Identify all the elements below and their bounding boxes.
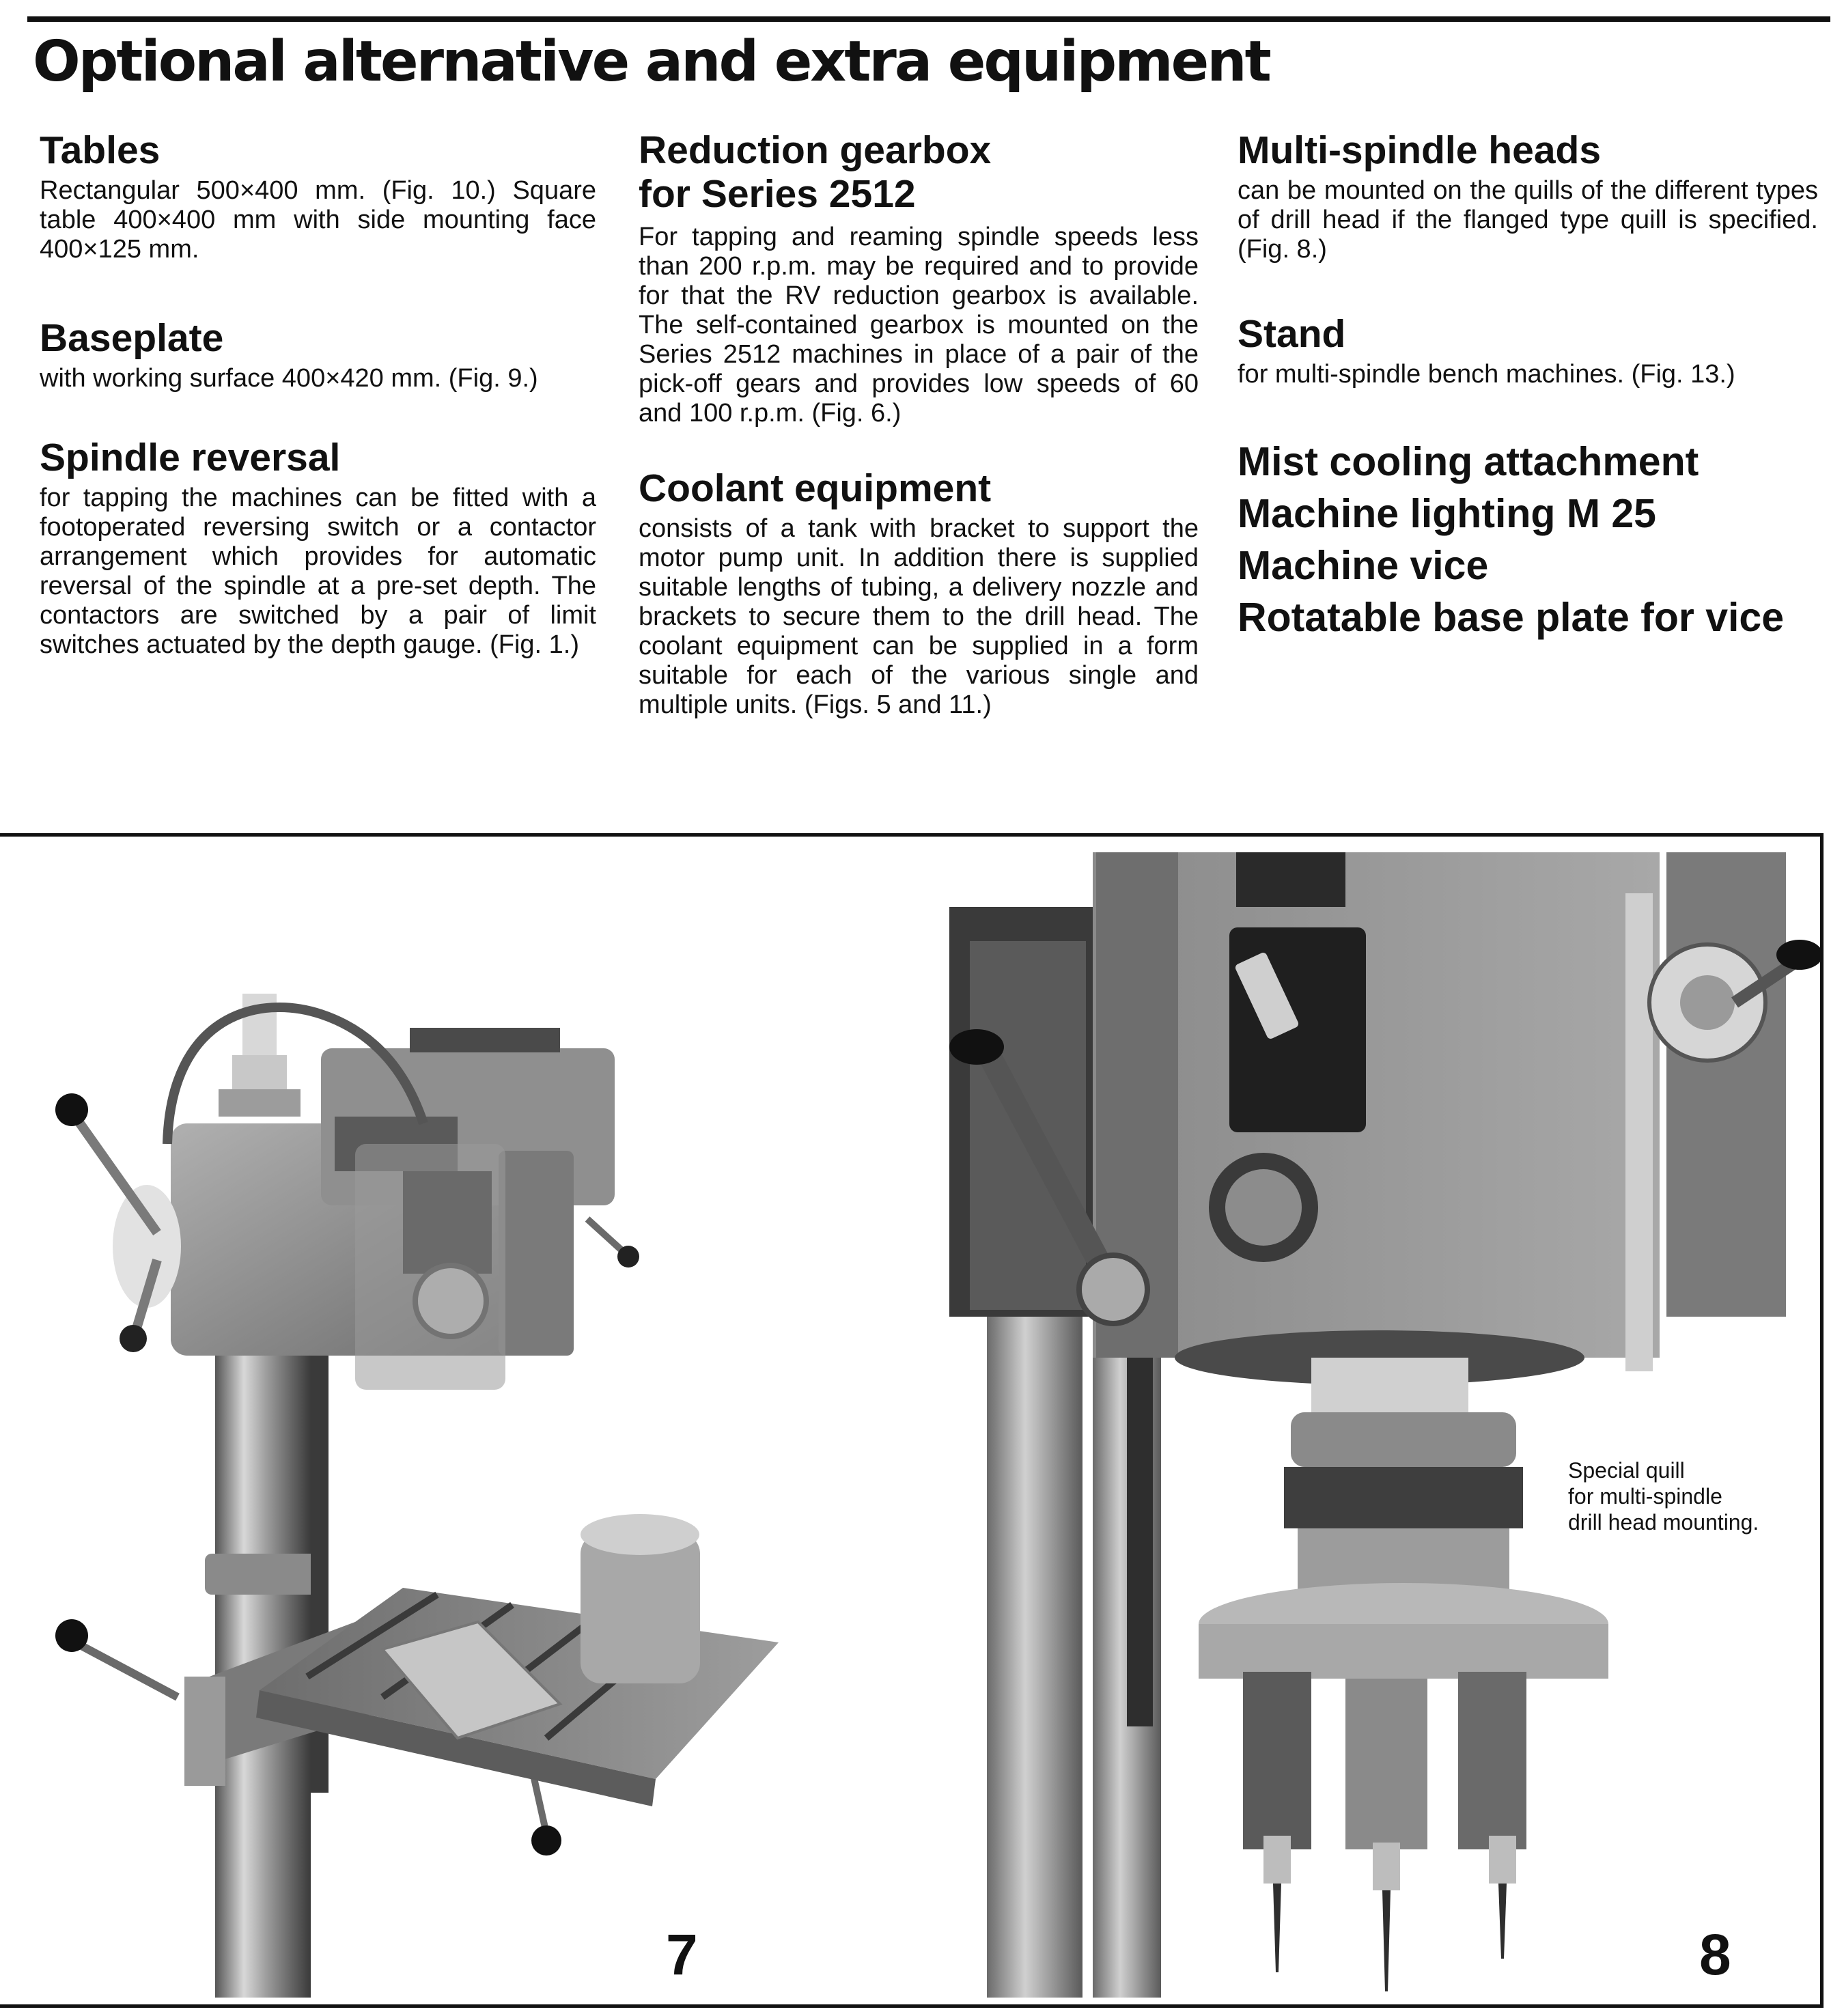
caption-line: Special quill (1568, 1458, 1685, 1483)
section-heading: Baseplate (40, 316, 224, 360)
frame-bottom-rule (0, 2004, 1824, 2008)
caption-line: drill head mounting. (1568, 1510, 1759, 1535)
figure-8-caption (1568, 1457, 1759, 1535)
column-3 (1238, 128, 1818, 643)
figure-7-number: 7 (666, 1922, 698, 1987)
section-coolant-equipment (639, 466, 1199, 720)
figure-7-photo (0, 837, 902, 1998)
extras-item: Machine lighting M 25 (1238, 491, 1656, 536)
section-heading-line2: for Series 2512 (639, 172, 916, 216)
section-heading: Multi-spindle heads (1238, 128, 1602, 172)
top-rule (27, 16, 1830, 22)
extras-item: Mist cooling attachment (1238, 439, 1699, 484)
section-body: Rectangular 500×400 mm. (Fig. 10.) Square table 400×400 mm with side mounting face 400×125 mm. (40, 176, 596, 264)
section-body: for tapping the machines can be fitted with a footoperated reversing switch or a contactor arrangement which provides for automatic reversal of the spindle at a pre-set depth. The contactors are switched by a pair of limit switches actuated by the depth gauge. (Fig. 1.) (40, 484, 596, 659)
figure-8-photo (949, 852, 1820, 1998)
section-stand (1238, 312, 1818, 389)
extras-item: Rotatable base plate for vice (1238, 595, 1785, 640)
section-spindle-reversal (40, 436, 596, 660)
section-body: consists of a tank with bracket to support the motor pump unit. In addition there is supplied suitable lengths of tubing, a delivery nozzle and brackets to secure them to the drill head. The coolant equipment can be supplied in a form suitable for each of the various single and multiple units. (Figs. 5 and 11.) (639, 514, 1199, 719)
section-body: For tapping and reaming spindle speeds less than 200 r.p.m. may be required and to provide for that the RV reduction gearbox is available. The self-contained gearbox is mounted on the Series 2512 machines in place of a pair of the pick-off gears and provides low speeds of 60 and 100 r.p.m. (Fig. 6.) (639, 223, 1199, 428)
section-heading: Coolant equipment (639, 466, 992, 510)
section-heading: Tables (40, 128, 160, 172)
section-heading: Spindle reversal (40, 436, 341, 479)
page-title: Optional alternative and extra equipment (33, 29, 1270, 94)
section-reduction-gearbox (639, 128, 1199, 428)
section-heading-line1: Reduction gearbox (639, 128, 992, 172)
section-tables (40, 128, 596, 264)
column-2 (639, 128, 1199, 720)
extras-item: Machine vice (1238, 543, 1489, 588)
column-1 (40, 128, 596, 660)
caption-line: for multi-spindle (1568, 1484, 1722, 1509)
section-multi-spindle-heads (1238, 128, 1818, 264)
section-body: with working surface 400×420 mm. (Fig. 9.) (40, 364, 538, 393)
section-body: for multi-spindle bench machines. (Fig. 13.) (1238, 360, 1735, 389)
figure-8-number: 8 (1699, 1922, 1731, 1987)
frame-right-rule (1820, 833, 1824, 2008)
photo-frame (0, 833, 1824, 2008)
section-baseplate (40, 316, 596, 393)
section-heading: Stand (1238, 312, 1346, 356)
section-body: can be mounted on the quills of the different types of drill head if the flanged type quill is specified. (Fig. 8.) (1238, 176, 1818, 264)
extras-list (1238, 436, 1818, 643)
